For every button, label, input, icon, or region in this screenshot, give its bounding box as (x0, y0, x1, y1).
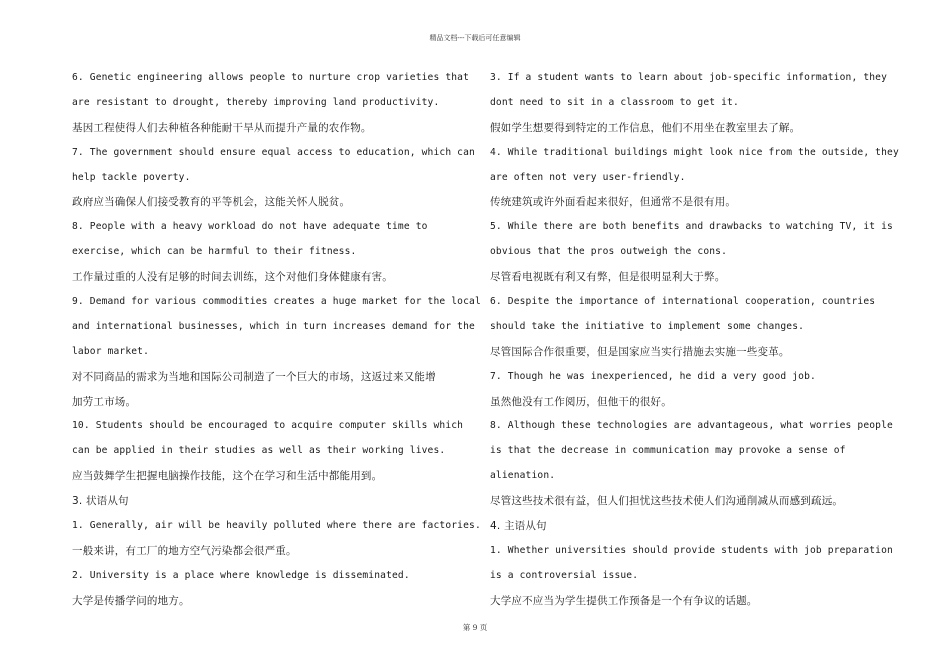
english-text-line: labor market. (72, 345, 150, 357)
english-text-line: help tackle poverty. (72, 171, 191, 183)
page-header: 精品文档---下载后可任意编辑 (429, 34, 521, 42)
english-text-line: 6. Genetic engineering allows people to nurture crop varieties that (72, 72, 470, 83)
chinese-text-line: 加劳工市场。 (72, 395, 137, 408)
english-text-line: 8. People with a heavy workload do not have adequate time to (72, 221, 428, 233)
english-text-line: 7. The government should ensure equal access to education, which can (72, 146, 475, 158)
left-column (72, 66, 481, 614)
english-text-line: 2. University is a place where knowledge is disseminated. (72, 569, 410, 581)
english-text-line: are resistant to drought, thereby improving land productivity. (72, 96, 440, 108)
english-text-line: exercise, which can be harmful to their fitness. (72, 246, 357, 258)
english-text-line: 7. Though he was inexperienced, he did a very good job. (490, 370, 816, 382)
chinese-text-line: 假如学生想要得到特定的工作信息，他们不用坐在教室里去了解。 (490, 121, 801, 134)
chinese-text-line: 尽管看电视既有利又有弊，但是很明显利大于弊。 (490, 271, 726, 284)
chinese-text-line: 4. 主语从句 (490, 520, 547, 533)
english-text-line: 5. While there are both benefits and drawbacks to watching TV, it is (490, 221, 893, 233)
english-text-line: and international businesses, which in turn increases demand for the (72, 320, 475, 332)
chinese-text-line: 尽管这些技术很有益，但人们担忧这些技术使人们沟通削减从而感到疏远。 (490, 495, 844, 508)
english-text-line: can be applied in their studies as well as their working lives. (72, 445, 446, 457)
english-text-line: alienation. (490, 470, 556, 482)
chinese-text-line: 大学应不应当为学生提供工作预备是一个有争议的话题。 (490, 594, 758, 607)
right-column (490, 66, 899, 614)
chinese-text-line: 一般来讲，有工厂的地方空气污染都会很严重。 (72, 544, 297, 557)
english-text-line: 9. Demand for various commodities creates a huge market for the local (72, 296, 481, 308)
chinese-text-line: 对不同商品的需求为当地和国际公司制造了一个巨大的市场，这返过来又能增 (72, 370, 436, 383)
chinese-text-line: 基因工程使得人们去种植各种能耐干旱从而提升产量的农作物。 (72, 121, 372, 134)
english-text-line: obvious that the pros outweigh the cons. (490, 246, 728, 258)
english-text-line: is a controversial issue. (490, 569, 639, 581)
english-text-line: 8. Although these technologies are advantageous, what worries people (490, 420, 893, 432)
english-text-line: 6. Despite the importance of international cooperation, countries (490, 296, 876, 308)
english-text-line: should take the initiative to implement some changes. (490, 320, 805, 332)
chinese-text-line: 尽管国际合作很重要，但是国家应当实行措施去实施一些变革。 (490, 345, 790, 358)
english-text-line: 4. While traditional buildings might look nice from the outside, they (490, 146, 899, 158)
chinese-text-line: 大学是传播学问的地方。 (72, 594, 190, 607)
chinese-text-line: 应当鼓舞学生把握电脑操作技能，这个在学习和生活中都能用到。 (72, 470, 383, 483)
english-text-line: are often not very user-friendly. (490, 171, 686, 183)
english-text-line: 1. Generally, air will be heavily polluted where there are factories. (72, 520, 481, 532)
chinese-text-line: 3. 状语从句 (72, 495, 129, 508)
page-number: 第 9 页 (462, 623, 488, 632)
chinese-text-line: 传统建筑或许外面看起来很好，但通常不是很有用。 (490, 196, 737, 209)
chinese-text-line: 工作量过重的人没有足够的时间去训练，这个对他们身体健康有害。 (72, 271, 393, 284)
english-text-line: 3. If a student wants to learn about job-specific information, they (490, 72, 888, 83)
english-text-line: is that the decrease in communication may provoke a sense of (490, 445, 846, 457)
chinese-text-line: 虽然他没有工作阅历，但他干的很好。 (490, 395, 672, 408)
english-text-line: dont need to sit in a classroom to get it. (490, 96, 739, 108)
english-text-line: 1. Whether universities should provide students with job preparation (490, 544, 893, 556)
chinese-text-line: 政府应当确保人们接受教育的平等机会，这能关怀人脱贫。 (72, 196, 351, 209)
english-text-line: 10. Students should be encouraged to acquire computer skills which (72, 420, 464, 432)
